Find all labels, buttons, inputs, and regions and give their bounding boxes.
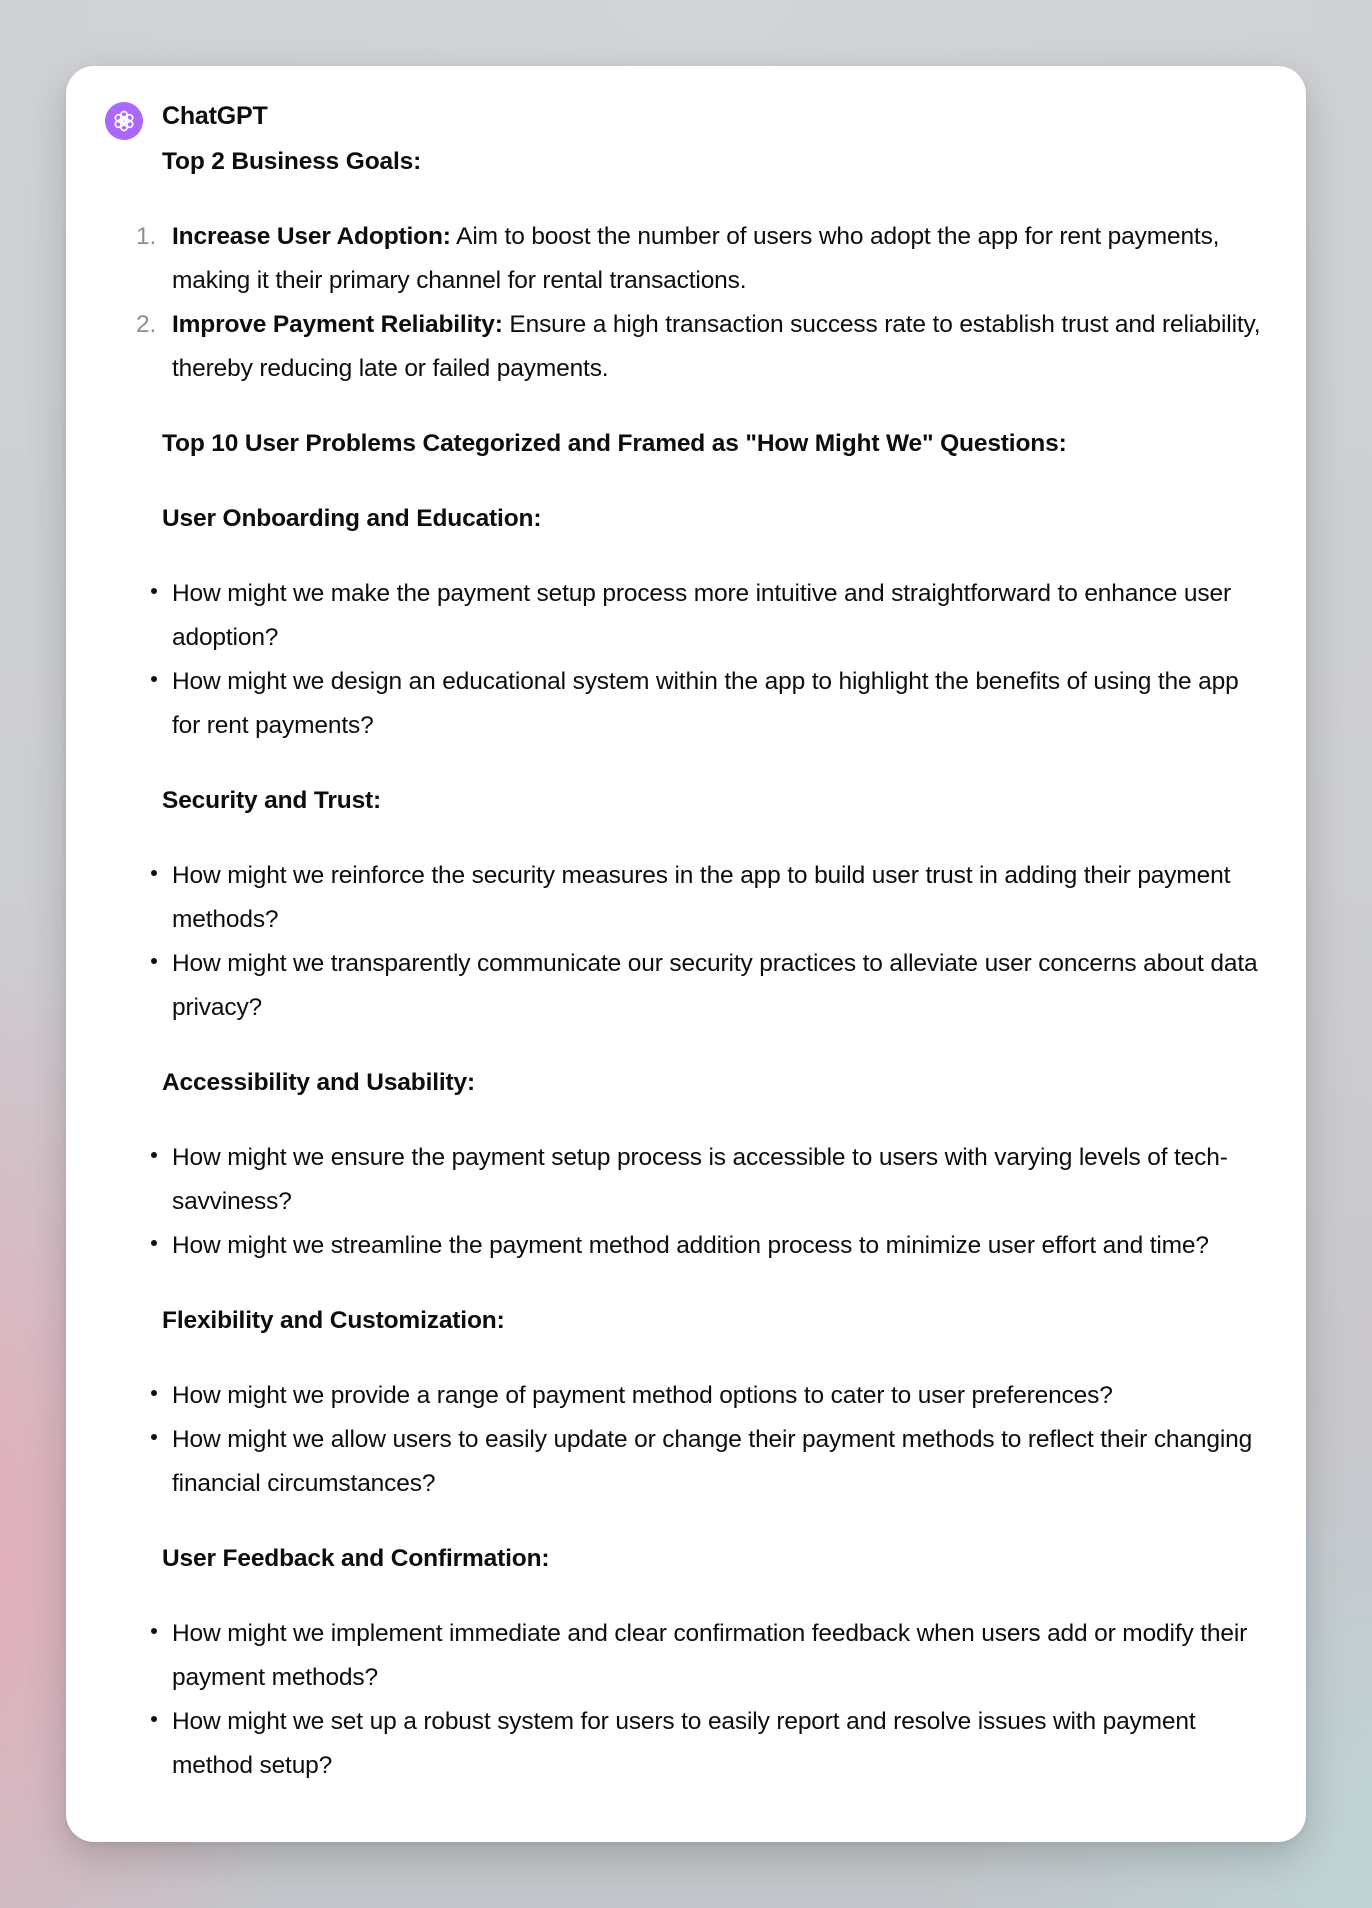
message-content — [136, 140, 1262, 1788]
category-heading: User Feedback and Confirmation: — [162, 1545, 550, 1572]
list-number: 1. — [136, 223, 157, 250]
list-number: 2. — [136, 311, 157, 338]
list-item: How might we implement immediate and clear confirmation feedback when users add or modify their payment methods? — [162, 1612, 1262, 1700]
list-item: How might we set up a robust system for users to easily report and resolve issues with payment method setup? — [162, 1700, 1262, 1788]
question-list — [162, 1612, 1262, 1788]
chatgpt-avatar — [105, 102, 143, 140]
list-item — [136, 215, 1262, 303]
problems-heading: Top 10 User Problems Categorized and Framed as "How Might We" Questions: — [162, 430, 1067, 457]
question-list — [162, 1374, 1262, 1506]
question-list — [162, 854, 1262, 1030]
list-item: How might we ensure the payment setup process is accessible to users with varying levels of tech-savviness? — [162, 1136, 1262, 1224]
chat-message-card — [66, 66, 1306, 1842]
category-heading: Security and Trust: — [162, 787, 382, 814]
category-heading: Accessibility and Usability: — [162, 1069, 476, 1096]
list-item: How might we reinforce the security measures in the app to build user trust in adding their payment methods? — [162, 854, 1262, 942]
category-heading: User Onboarding and Education: — [162, 505, 542, 532]
list-item: How might we provide a range of payment method options to cater to user preferences? — [162, 1374, 1262, 1418]
goal-text: Ensure a high transaction success rate to establish trust and reliability, thereby reducing late or failed payments. — [172, 311, 1261, 382]
question-list — [162, 572, 1262, 748]
business-goals-heading: Top 2 Business Goals: — [162, 148, 422, 175]
openai-logo-icon — [111, 108, 137, 134]
goal-title: Improve Payment Reliability: — [172, 311, 503, 338]
business-goals-list — [136, 215, 1262, 391]
question-list — [162, 1136, 1262, 1268]
list-item: How might we make the payment setup process more intuitive and straightforward to enhance user adoption? — [162, 572, 1262, 660]
goal-title: Increase User Adoption: — [172, 223, 451, 250]
list-item: How might we transparently communicate our security practices to alleviate user concerns about data privacy? — [162, 942, 1262, 1030]
sender-name: ChatGPT — [162, 102, 268, 130]
category-heading: Flexibility and Customization: — [162, 1307, 505, 1334]
list-item — [136, 303, 1262, 391]
goal-text: Aim to boost the number of users who adopt the app for rent payments, making it their primary channel for rental transactions. — [172, 223, 1220, 294]
list-item: How might we design an educational system within the app to highlight the benefits of using the app for rent payments? — [162, 660, 1262, 748]
list-item: How might we streamline the payment method addition process to minimize user effort and time? — [162, 1224, 1262, 1268]
list-item: How might we allow users to easily update or change their payment methods to reflect their changing financial circumstances? — [162, 1418, 1262, 1506]
